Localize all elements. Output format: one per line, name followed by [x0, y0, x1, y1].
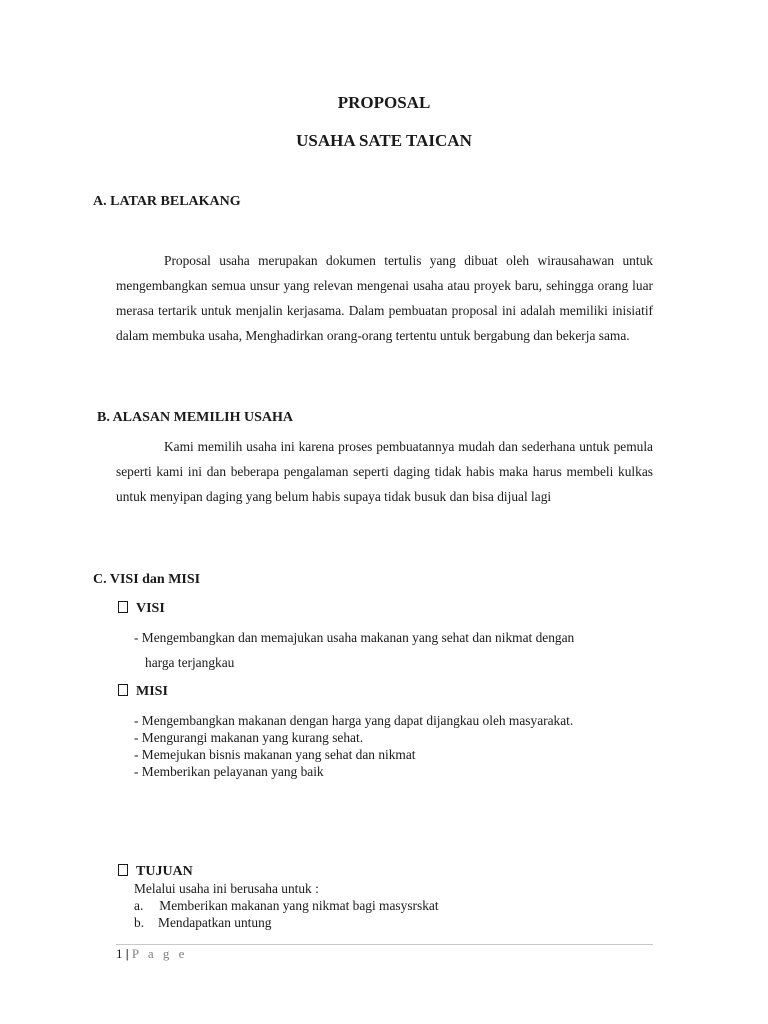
misi-item: - Memberikan pelayanan yang baik	[134, 764, 324, 779]
misi-label: MISI	[136, 684, 168, 699]
misi-heading	[118, 684, 168, 700]
tujuan-label: TUJUAN	[136, 864, 193, 879]
section-b-text: Kami memilih usaha ini karena proses pembuatannya mudah dan sederhana untuk pemula seperti kami ini dan beberapa pengalaman seperti daging tidak habis maka harus membeli kulkas untuk menyipan daging yang belum habis supaya tidak busuk dan bisa dijual lagi	[116, 439, 653, 504]
document-title: PROPOSAL	[337, 93, 431, 112]
tujuan-heading	[118, 864, 193, 880]
footer-divider	[116, 944, 653, 945]
section-a-heading: A. LATAR BELAKANG	[93, 194, 241, 209]
misi-item: - Mengembangkan makanan dengan harga yang dapat dijangkau oleh masyarakat.	[134, 713, 574, 728]
section-a-paragraph	[116, 248, 653, 348]
list-item-text: Memberikan makanan yang nikmat bagi masysrskat	[159, 898, 439, 913]
section-c-heading: C. VISI dan MISI	[93, 572, 201, 587]
page-footer	[116, 946, 187, 962]
list-marker: a.	[134, 898, 144, 913]
list-item-text: Mendapatkan untung	[158, 915, 272, 930]
visi-item: - Mengembangkan dan memajukan usaha makanan yang sehat dan nikmat dengan	[134, 630, 575, 645]
visi-heading	[118, 601, 165, 617]
section-b-paragraph	[116, 434, 653, 509]
page-label: P a g e	[131, 946, 188, 961]
visi-item-continuation: harga terjangkau	[145, 655, 235, 670]
misi-item: - Memejukan bisnis makanan yang sehat dan nikmat	[134, 747, 416, 762]
list-marker: b.	[134, 915, 145, 930]
footer-separator: |	[125, 946, 129, 961]
bullet-box-icon	[118, 684, 128, 696]
document-subtitle: USAHA SATE TAICAN	[296, 131, 472, 150]
section-b-heading: B. ALASAN MEMILIH USAHA	[97, 410, 294, 425]
tujuan-item-a	[134, 898, 439, 914]
misi-item: - Mengurangi makanan yang kurang sehat.	[134, 730, 364, 745]
bullet-box-icon	[118, 864, 128, 876]
tujuan-intro: Melalui usaha ini berusaha untuk :	[134, 881, 319, 896]
section-a-text: Proposal usaha merupakan dokumen tertulis yang dibuat oleh wirausahawan untuk mengembangkan semua unsur yang relevan mengenai usaha atau proyek baru, sehingga orang luar merasa tertarik untuk menjalin kerjasama. Dalam pembuatan proposal ini adalah memiliki inisiatif dalam membuka usaha, Menghadirkan orang-orang tertentu untuk bergabung dan bekerja sama.	[116, 253, 653, 343]
page-number: 1	[116, 946, 123, 961]
tujuan-item-b	[134, 915, 271, 931]
bullet-box-icon	[118, 601, 128, 613]
visi-label: VISI	[136, 601, 165, 616]
